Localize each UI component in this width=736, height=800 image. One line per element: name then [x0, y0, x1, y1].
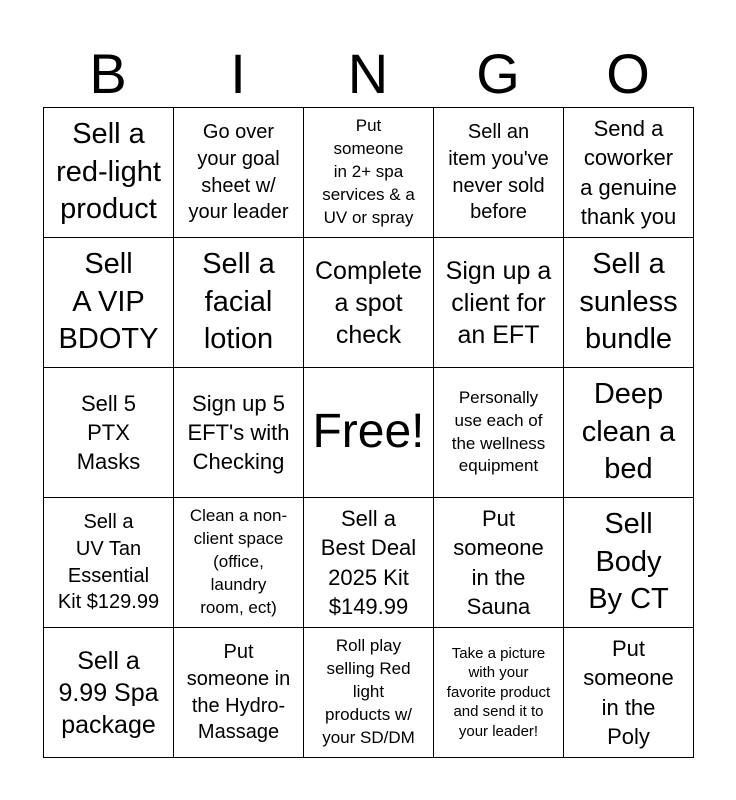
bingo-cell-1-5[interactable]: Send a coworker a genuine thank you: [564, 108, 694, 238]
bingo-cell-5-4[interactable]: Take a picture with your favorite product and send it to your leader!: [434, 628, 564, 758]
bingo-cell-2-2[interactable]: Sell a facial lotion: [174, 238, 304, 368]
bingo-cell-3-4[interactable]: Personally use each of the wellness equipment: [434, 368, 564, 498]
bingo-cell-5-1[interactable]: Sell a 9.99 Spa package: [44, 628, 174, 758]
bingo-cell-1-2[interactable]: Go over your goal sheet w/ your leader: [174, 108, 304, 238]
bingo-cell-2-3[interactable]: Complete a spot check: [304, 238, 434, 368]
bingo-cell-2-1[interactable]: Sell A VIP BDOTY: [44, 238, 174, 368]
bingo-header: [43, 40, 693, 108]
bingo-cell-4-4[interactable]: Put someone in the Sauna: [434, 498, 564, 628]
bingo-cell-3-2[interactable]: Sign up 5 EFT's with Checking: [174, 368, 304, 498]
header-letter-b: B: [89, 42, 127, 105]
header-letter-i: I: [230, 42, 246, 105]
bingo-board: [43, 107, 694, 758]
bingo-cell-1-4[interactable]: Sell an item you've never sold before: [434, 108, 564, 238]
bingo-cell-5-5[interactable]: Put someone in the Poly: [564, 628, 694, 758]
bingo-cell-3-5[interactable]: Deep clean a bed: [564, 368, 694, 498]
header-letter-o: O: [606, 42, 650, 105]
bingo-cell-1-3[interactable]: Put someone in 2+ spa services & a UV or spray: [304, 108, 434, 238]
bingo-cell-free[interactable]: Free!: [304, 368, 434, 498]
bingo-cell-5-2[interactable]: Put someone in the Hydro- Massage: [174, 628, 304, 758]
header-letter-g: G: [476, 42, 520, 105]
bingo-cell-4-3[interactable]: Sell a Best Deal 2025 Kit $149.99: [304, 498, 434, 628]
bingo-cell-4-1[interactable]: Sell a UV Tan Essential Kit $129.99: [44, 498, 174, 628]
header-letter-n: N: [347, 42, 389, 105]
bingo-cell-4-2[interactable]: Clean a non- client space (office, laundry room, ect): [174, 498, 304, 628]
bingo-cell-5-3[interactable]: Roll play selling Red light products w/ your SD/DM: [304, 628, 434, 758]
bingo-cell-1-1[interactable]: Sell a red-light product: [44, 108, 174, 238]
bingo-cell-4-5[interactable]: Sell Body By CT: [564, 498, 694, 628]
bingo-cell-2-4[interactable]: Sign up a client for an EFT: [434, 238, 564, 368]
bingo-cell-2-5[interactable]: Sell a sunless bundle: [564, 238, 694, 368]
bingo-cell-3-1[interactable]: Sell 5 PTX Masks: [44, 368, 174, 498]
